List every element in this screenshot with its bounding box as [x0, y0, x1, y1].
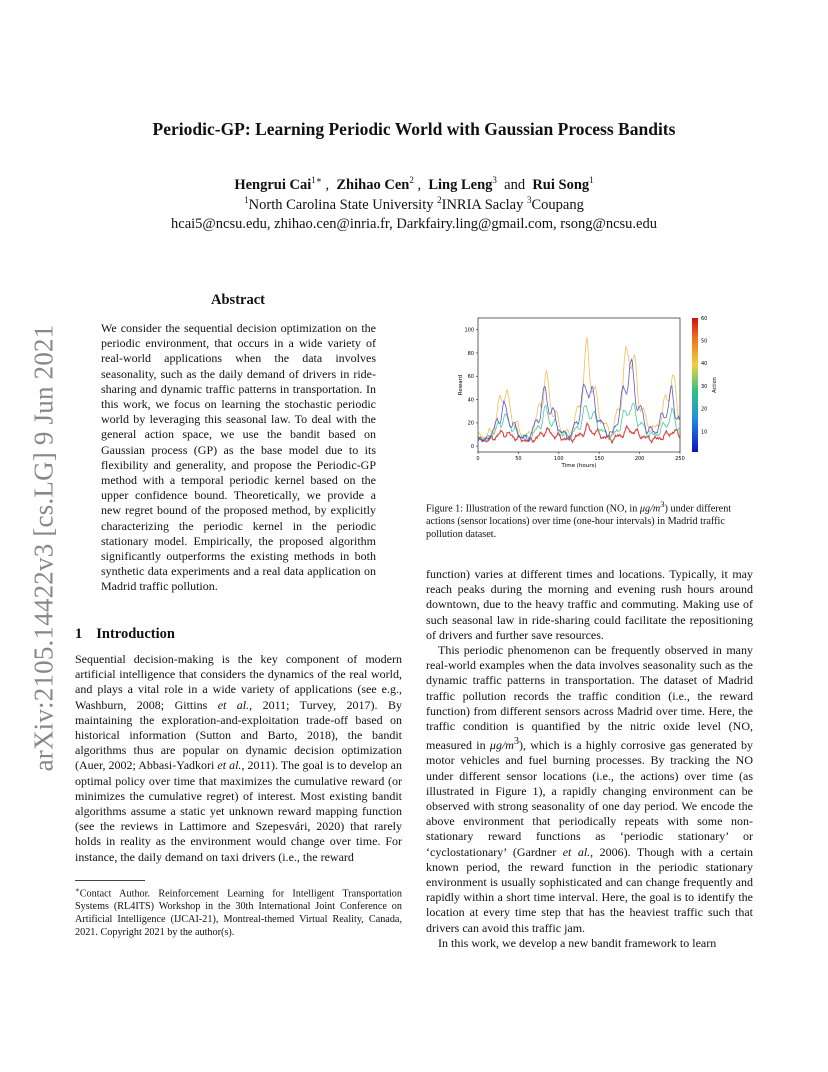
series-line: [478, 423, 680, 443]
colorbar: [692, 318, 698, 452]
intro-paragraph: In this work, we develop a new bandit framework to learn: [438, 935, 717, 950]
footnote-mark: ∗: [75, 886, 80, 894]
author-name: Ling Leng: [428, 176, 493, 193]
colorbar-tick-label: 10: [701, 429, 708, 436]
author-name: Rui Song: [532, 176, 590, 193]
figure-caption: [426, 498, 753, 542]
caption-unit: μg/m: [639, 503, 661, 515]
y-tick-label: 100: [464, 327, 474, 334]
reward-chart: [452, 312, 742, 472]
arxiv-identifier-text: arXiv:2105.14422v3 [cs.LG] 9 Jun 2021: [28, 324, 59, 772]
x-tick-label: 250: [675, 456, 685, 462]
intro-paragraph: [426, 643, 753, 936]
y-tick-label: 60: [467, 374, 474, 381]
series-line: [478, 338, 680, 439]
y-tick-label: 20: [467, 420, 474, 427]
author-name: Zhihao Cen: [336, 176, 410, 193]
x-axis-label: Time (hours): [561, 463, 597, 469]
x-tick-label: 200: [634, 456, 645, 462]
intro-paragraph-left: [75, 652, 402, 865]
y-axis-label: Reward: [458, 374, 464, 396]
abstract-text: We consider the sequential decision optimization on the periodic environment, that occurs in a wide variety of real-world applications when the data involves seasonality, such as the daily demand of drivers in ride-sharing and dynamic traffic patterns in transportation. In this work, we focus on learning the stochastic periodic world by leveraging this seasonal law. To deal with the general action space, we use the bandit based on Gaussian process (GP) as the base model due to its flexibility and generality, and propose the Periodic-GP method with a temporal periodic kernel based on the upper confidence bound. Theoretically, we provide a new regret bound of the proposed method, by explicitly characterizing the periodic kernel in the periodic stationary model. Empirically, the proposed algorithm significantly outperforms the existing methods in both synthetic data experiments and a real data application on Madrid traffic pollution.: [101, 321, 376, 594]
caption-unit-exp: 3: [660, 499, 665, 509]
author-and: and: [504, 176, 526, 193]
colorbar-tick-label: 40: [701, 361, 708, 368]
author-list: Hengrui Cai$^{1∗}$ , Zhihao Cen$^2$ , Ling Leng$^3$ and Rui Song$^1$: [234, 175, 594, 193]
figure-1: [452, 312, 742, 477]
affil-name: Coupang: [531, 196, 584, 213]
colorbar-tick-label: 50: [701, 338, 708, 345]
colorbar-label: Action: [712, 377, 718, 393]
x-tick-label: 150: [594, 456, 604, 462]
et-al: et al.: [217, 758, 242, 773]
y-tick-label: 80: [467, 350, 474, 357]
x-tick-label: 50: [515, 456, 522, 462]
affil-mark: 2: [437, 195, 442, 205]
intro-text: , 2011). The goal is to develop an optimal policy over time that maximizes the cumulative reward (or minimizes the cumulative regret) of interest. Most existing bandit algorithms assume a static yet unknown reward mapping function (see the reviews in Lattimore and Szepesvári, 2020) that rarely holds in reality as the environment would change over time. For instance, the daily demand on taxi drivers (i.e., the reward: [75, 758, 402, 864]
chart-series: [478, 338, 680, 443]
affil-name: INRIA Saclay: [441, 196, 524, 213]
affil-name: North Carolina State University: [248, 196, 434, 213]
intro-text: Sequential decision-making is the key component of modern artificial intelligence that considers the dynamics of the real world, and plays a vital role in a wide variety of applications (see e.g., Washburn, 2008; Gittins: [75, 652, 402, 712]
affiliations: [0, 195, 828, 214]
footnote: [75, 884, 402, 940]
x-tick-label: 100: [554, 456, 564, 462]
author-mark: 1: [589, 175, 594, 185]
colorbar-tick-label: 30: [701, 383, 708, 390]
section-heading: [75, 626, 175, 643]
et-al: et al.: [217, 697, 250, 712]
author-mark: 2: [409, 175, 414, 185]
caption-text: Figure 1: Illustration of the reward function (NO, in: [426, 503, 640, 515]
author-emails: hcai5@ncsu.edu, zhihao.cen@inria.fr, Darkfairy.ling@gmail.com, rsong@ncsu.edu: [171, 216, 657, 232]
intro-text: , 2011; Turvey, 2017). By maintaining the exploration-and-exploitation trade-off based on historical information (Sutton and Barto, 2018), the bandit algorithms thus are popular on dynamic decision optimization (Auer, 2002; Abbasi-Yadkori: [75, 697, 402, 773]
et-al: et al.: [562, 844, 591, 859]
unit-exp: 3: [513, 736, 519, 748]
y-tick-label: 40: [467, 397, 474, 404]
section-title: Introduction: [96, 626, 175, 642]
intro-paragraph: function) varies at different times and locations. Typically, it may reach peaks during the morning and evening rush hours around downtown, due to the heavy traffic and commuting. Making use of such seasonal law in ride-sharing could facilitate the repositioning of drivers and further save resources.: [426, 567, 753, 642]
section-number: 1: [75, 626, 83, 642]
author-name: Hengrui Cai: [234, 176, 312, 193]
intro-text: This periodic phenomenon can be frequently observed in many real-world examples when the data involves seasonality such as the dynamic traffic patterns in transportation. The dataset of Madrid traffic pollution records the traffic condition (i.e., the reward function) from different sensors across Madrid over time. Here, the traffic condition is quantified by the nitric oxide level (NO, measured in: [426, 643, 753, 753]
x-tick-label: 0: [476, 456, 480, 462]
colorbar-tick-label: 20: [701, 406, 708, 413]
colorbar-ticks: [701, 316, 707, 436]
footnote-text: Contact Author. Reinforcement Learning for Intelligent Transportation Systems (RL4ITS) Workshop in the 30th International Joint Conference on Artificial Intelligence (IJCAI-21), Montreal-themed Virtual Reality, Canada, 2021. Copyright 2021 by the author(s).: [75, 888, 402, 938]
unit: μg/m: [489, 738, 514, 753]
y-tick-label: 0: [470, 443, 474, 450]
footnote-rule: [75, 880, 145, 881]
author-mark: 1∗: [311, 175, 322, 185]
intro-text: ), which is a highly corrosive gas generated by motor vehicles and fuel burning processes. By tracking the NO under different sensor locations (i.e., the actions) over time (as illustrated in Figure 1), a rapidly changing environment can be observed with strong seasonality of one day period. We encode the above environment that periodically repeats with some non-stationary reward functions as ‘periodic stationary’ or ‘cyclostationary’ (Gardner: [426, 738, 753, 859]
author-mark: 3: [492, 175, 497, 185]
colorbar-tick-label: 60: [701, 315, 708, 322]
affil-mark: 3: [526, 195, 532, 205]
abstract-heading: Abstract: [211, 292, 265, 308]
caption-text: ) under different actions (sensor locations) over time (one-hour intervals) in Madrid traffic pollution dataset.: [426, 503, 732, 540]
affil-mark: 1: [244, 195, 249, 205]
paper-title: Periodic-GP: Learning Periodic World with Gaussian Process Bandits: [152, 119, 676, 139]
intro-right-column: [426, 567, 753, 951]
intro-text: , 2006). Though with a certain known period, the reward function in the periodic stationary environment is usually sophisticated and can change frequently and rapidly within a short time interval. Here, the goal is to identify the location at every time step that has the heaviest traffic such that drivers can avoid this traffic jam.: [426, 844, 753, 935]
